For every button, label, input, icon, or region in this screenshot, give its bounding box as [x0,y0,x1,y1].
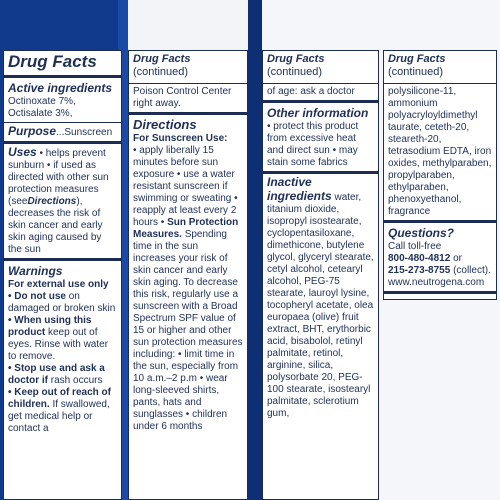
for-sunscreen-use: For Sunscreen Use: [133,133,228,144]
drug-facts-panel-2 [128,50,248,500]
uses-text: • helps prevent sunburn • if used as directed with other sun protection measures (see [8,148,109,207]
active-ingredient: Octisalate 3%, [8,108,73,119]
purpose-label: Purpose [8,124,57,138]
purpose-line [4,125,121,139]
questions-heading: Questions? [388,226,455,240]
uses-text-2: ), decreases the risk of skin cancer and early skin aging caused by the sun [8,196,103,255]
warning-text: on damaged or broken skin [8,291,116,314]
external-use-warning: For external use only [8,279,109,290]
other-information-heading: Other information [267,106,369,120]
warnings-heading: Warnings [8,264,63,278]
sun-protection-heading: Sun Protection Measures. [133,217,239,240]
inactive-ingredients-heading: Inactive ingredients [267,175,332,203]
active-ingredients-heading: Active ingredients [8,81,113,95]
warning-label: • Do not use [8,291,66,302]
ask-doctor-text: of age: ask a doctor [267,86,355,97]
directions-text-2: Spending time in the sun increases your risk of skin cancer and early skin aging. To decrease this risk, regularly use a sunscreen with a Broad Spectrum SPF value of 15 or higher and other sun protection measures including: [133,229,243,360]
drug-facts-panel-4 [383,50,497,300]
warning-stop-use [4,363,121,387]
website-url: www.neutrogena.com [388,277,485,288]
inactive-ingredients-continued: polysilicone-11, ammonium polyacryloyldimethyl taurate, ceteth-20, steareth-20, tetrasodium EDTA, iron oxides, methylparaben, propylparaben, ethylparaben, phenoxyethanol, fragrance [388,86,492,217]
phone-number: 800-480-4812 [388,253,451,264]
drug-facts-panel-1 [3,50,122,500]
uses-section [4,146,121,256]
continued-label: (continued) [267,66,323,78]
directions-heading: Directions [133,117,197,132]
collect-text: (collect). [453,265,491,276]
warning-text: If swallowed, get medical help or contact a [8,399,110,434]
phone-number: 215-273-8755 [388,265,451,276]
purpose-value: ...Sunscreen [56,127,113,138]
panel-title-text: Drug Facts [388,53,446,65]
panel-title-text: Drug Facts [267,53,325,65]
continued-label: (continued) [388,66,444,78]
call-toll-free: Call toll-free [388,241,442,252]
blue-strip [248,0,262,500]
warning-label: • When using this product [8,315,92,338]
panel-title: Drug Facts [8,52,97,71]
continued-label: (continued) [133,66,189,78]
directions-text-3: • limit time in the sun, especially from 10 a.m.–2 p.m • wear long-sleeved shirts, pants, hats and sunglasses • children under 6 months [133,349,239,432]
directions-ref: Directions [27,196,77,207]
other-information-text: • protect this product from excessive heat and direct sun • may stain some fabrics [267,121,359,168]
warning-label: • Stop use and ask a doctor if [8,363,105,386]
drug-facts-panel-3 [262,50,379,500]
or-text: or [453,253,462,264]
poison-control-text: Poison Control Center right away. [133,86,232,109]
panel-title [263,51,378,81]
inactive-ingredients-text: water, titanium dioxide, isopropyl isostearate, cyclopentasiloxane, dimethicone, butylene glycol, glyceryl stearate, cetyl alcohol, cetearyl alcohol, PEG-75 stearate, lauroyl lysine, tocopheryl acetate, olea europaea (olive) fruit extract, BHT, erythorbic acid, bisabolol, retinyl palmitate, retinol, arginine, silica, polysorbate 20, PEG-100 stearate, isostearyl palmitate, sclerotium gum, [267,192,374,419]
warning-when-using [4,315,121,363]
warning-text: rash occurs [50,375,103,386]
phone-line-1 [384,253,496,265]
directions-text [129,145,247,433]
warning-do-not-use [4,291,121,315]
panel-title [384,51,496,81]
warning-label: • Keep out of reach of children. [8,387,111,410]
phone-line-2 [384,265,496,277]
active-ingredient: Octinoxate 7%, [8,96,76,107]
inactive-ingredients-section [263,176,378,420]
directions-text-1: • apply liberally 15 minutes before sun exposure • use a water resistant sunscreen if swimming or sweating • reapply at least every 2 hours • [133,145,238,228]
uses-heading: Uses [8,145,37,159]
panel-title [129,51,247,81]
panel-title-text: Drug Facts [133,53,191,65]
warning-keep-out [4,387,121,435]
warning-text: keep out of eyes. Rinse with water to remove. [8,327,109,362]
